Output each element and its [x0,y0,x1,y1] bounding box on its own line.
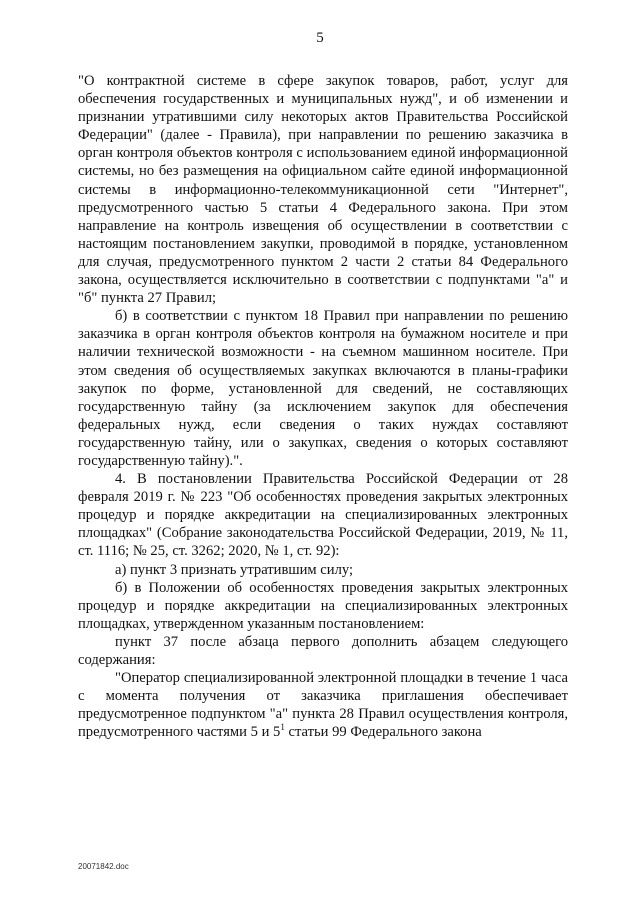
paragraph: а) пункт 3 признать утратившим силу; [115,561,354,578]
paragraph-text: "Оператор специализированной электронной площадки в течение 1 часа с момента получения от заказчика приглашения обеспечивает предусмотренное подпунктом "а" пункта 28 Правил осуществления контроля, предусмотренного частями 5 и 5 [78,670,568,741]
paragraph: 4. В постановлении Правительства Российской Федерации от 28 февраля 2019 г. № 223 "Об особенностях проведения закрытых электронных процедур и порядке аккредитации на специализированных электронных площадках" (Собрание законодательства Российской Федерации, 2019, № 11, ст. 1116; № 25, ст. 3262; 2020, № 1, ст. 92): [78,471,568,560]
file-name-footer: 20071842.doc [78,862,129,871]
paragraph: "О контрактной системе в сфере закупок товаров, работ, услуг для обеспечения государственных и муниципальных нужд", и об изменении и признании утратившими силу некоторых актов Правительства Российской Федерации" (далее - Правила), при направлении по решению заказчика в орган контроля объектов контроля с использованием единой информационной системы, но без размещения на официальном сайте единой информационной системы в информационно-телекоммуникационной сети "Интернет", предусмотренного частью 5 статьи 4 Федерального закона. При этом направление на контроль извещения об осуществлении в соответствии с настоящим постановлением закупки, проводимой в порядке, установленном для случая, предусмотренного пунктом 2 части 2 статьи 84 Федерального закона, осуществляется исключительно в соответствии с подпунктами "а" и "б" пункта 27 Правил; [78,73,568,307]
page-number: 5 [316,30,324,46]
paragraph: б) в соответствии с пунктом 18 Правил при направлении по решению заказчика в орган контроля объектов контроля на бумажном носителе и при наличии технической возможности - на съемном машинном носителе. При этом сведения об осуществляемых закупках включаются в планы-графики закупок по форме, установленной для сведений, не составляющих государственную тайну (за исключением закупок для обеспечения федеральных нужд, если сведения о таких нуждах составляют государственную тайну, или о закупках, сведения о которых составляют государственную тайну).". [78,308,568,469]
paragraph: пункт 37 после абзаца первого дополнить абзацем следующего содержания: [78,633,568,668]
paragraph-text: статьи 99 Федерального закона [284,724,482,741]
paragraph-last [78,669,568,741]
document-body [78,72,568,741]
paragraph: б) в Положении об особенностях проведения закрытых электронных процедур и порядке аккредитации на специализированных электронных площадках, утвержденном указанным постановлением: [78,579,568,632]
superscript: 1 [280,722,285,733]
